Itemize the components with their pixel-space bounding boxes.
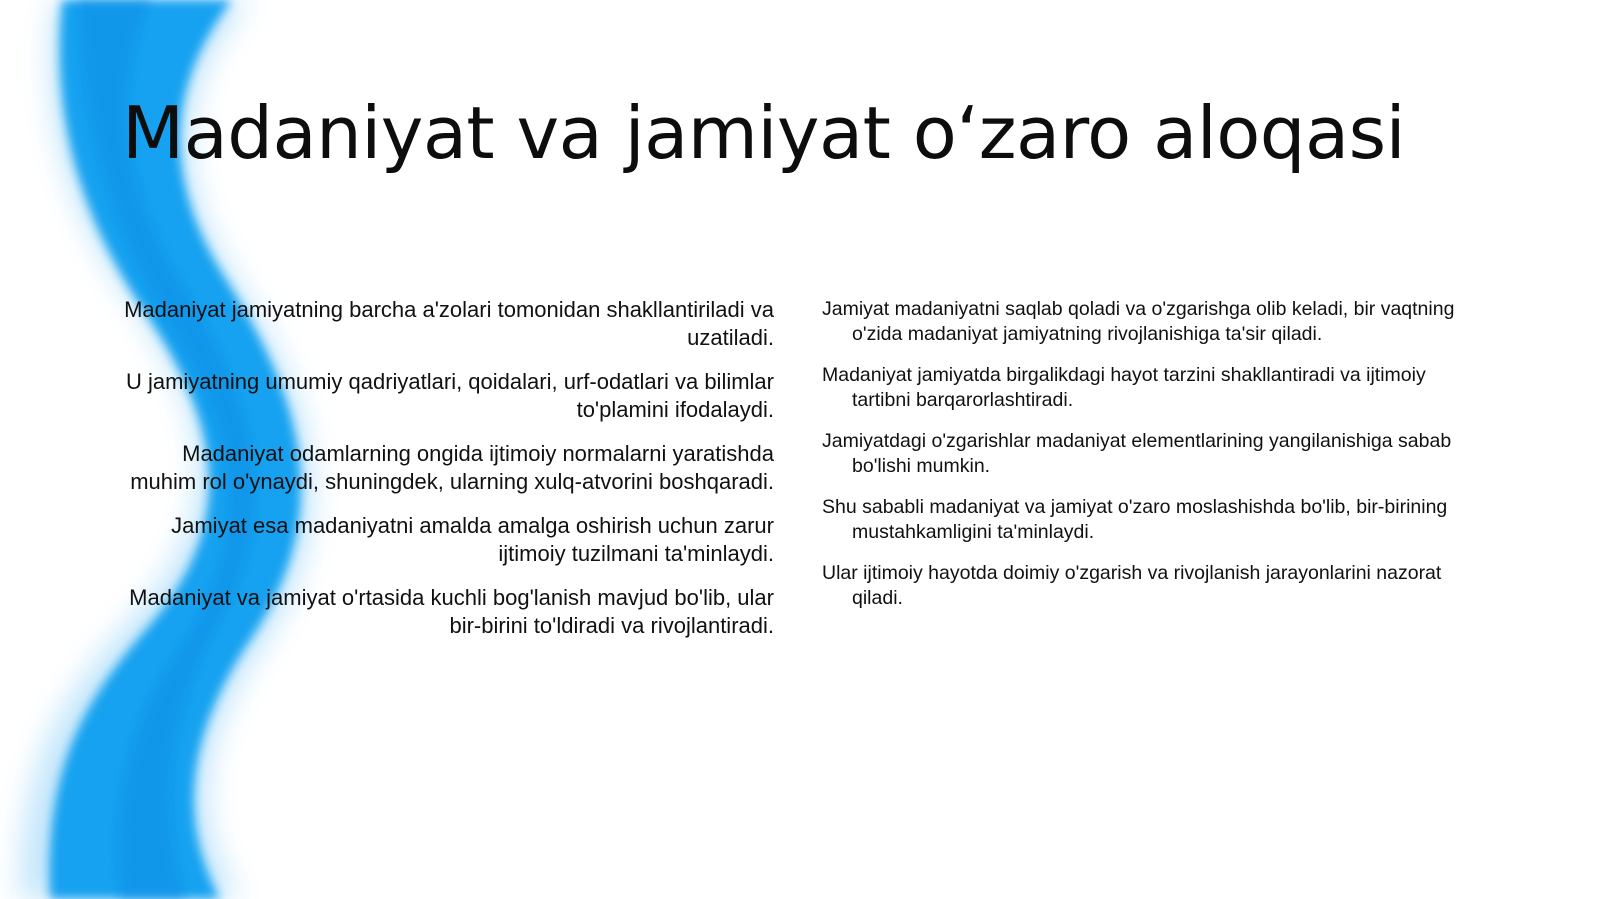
left-paragraph: U jamiyatning umumiy qadriyatlari, qoidalari, urf-odatlari va bilimlar to'plamini ifodalaydi. <box>125 369 774 422</box>
right-paragraph: Jamiyat madaniyatni saqlab qoladi va o'zgarishga olib keladi, bir vaqtning o'zida madaniyat jamiyatning rivojlanishiga ta'sir qiladi. <box>822 298 1455 345</box>
left-paragraph: Jamiyat esa madaniyatni amalda amalga oshirish uchun zarur ijtimoiy tuzilmani ta'minlaydi. <box>171 513 774 566</box>
left-paragraph: Madaniyat jamiyatning barcha a'zolari tomonidan shakllantiriladi va uzatiladi. <box>124 297 774 350</box>
right-paragraph: Jamiyatdagi o'zgarishlar madaniyat elementlarining yangilanishiga sabab bo'lishi mumkin. <box>822 430 1452 477</box>
left-text-column <box>120 296 774 656</box>
left-paragraph: Madaniyat odamlarning ongida ijtimoiy normalarni yaratishda muhim rol o'ynaydi, shuningdek, ularning xulq-atvorini boshqaradi. <box>130 441 774 494</box>
right-text-column <box>822 297 1472 627</box>
right-paragraph: Madaniyat jamiyatda birgalikdagi hayot tarzini shakllantiradi va ijtimoiy tartibni barqarorlashtiradi. <box>822 364 1426 411</box>
left-paragraph: Madaniyat va jamiyat o'rtasida kuchli bog'lanish mavjud bo'lib, ular bir-birini to'ldiradi va rivojlantiradi. <box>129 585 774 638</box>
right-paragraph: Ular ijtimoiy hayotda doimiy o'zgarish va rivojlanish jarayonlarini nazorat qiladi. <box>822 562 1442 609</box>
slide-title: Madaniyat va jamiyat o‘zaro aloqasi <box>122 91 1406 175</box>
right-paragraph: Shu sababli madaniyat va jamiyat o'zaro moslashishda bo'lib, bir-birining mustahkamligini ta'minlaydi. <box>822 496 1448 543</box>
